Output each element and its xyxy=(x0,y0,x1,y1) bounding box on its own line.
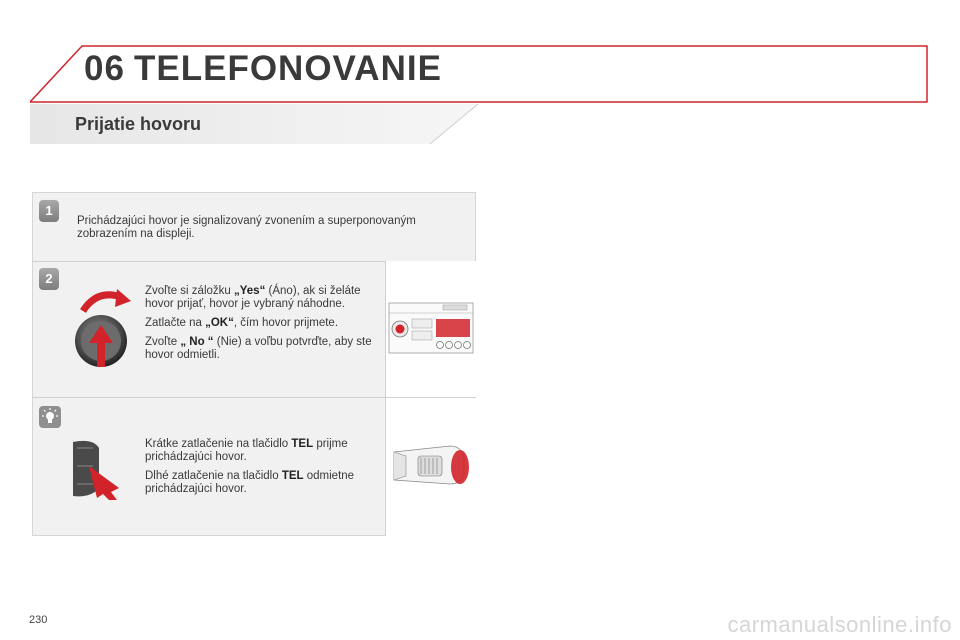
step-1-text: Prichádzajúci hovor je signalizovaný zvonením a superponovaným zobrazením na displeji. xyxy=(77,215,416,240)
section-header xyxy=(30,104,480,146)
step-badge: 1 xyxy=(39,200,59,222)
chapter-number: 06 xyxy=(84,49,125,88)
steering-wheel-control-icon xyxy=(69,436,133,500)
step-badge: 2 xyxy=(39,268,59,290)
section-title: Prijatie hovoru xyxy=(75,114,202,134)
steering-stalk-illustration xyxy=(390,434,474,494)
illustration-panel xyxy=(385,398,476,536)
lightbulb-icon xyxy=(39,406,61,428)
page-number: 230 xyxy=(29,614,48,626)
step-2-text: Zvoľte si záložku „Yes“ (Áno), ak si želáte hovor prijať, hovor je vybraný náhodne. Zatlačte na „OK“, čím hovor prijmete. Zvoľte „ No “ (Nie) a voľbu potvrďte, aby ste hovor odmietli. xyxy=(145,285,372,361)
step-3 xyxy=(33,398,475,536)
step-1 xyxy=(33,193,475,262)
chapter-header xyxy=(30,45,928,103)
step-2 xyxy=(33,261,475,398)
watermark: carmanualsonline.info xyxy=(727,612,952,637)
illustration-panel xyxy=(385,261,476,397)
steps-panel xyxy=(32,192,476,536)
chapter-title: TELEFONOVANIE xyxy=(134,49,442,88)
audio-unit-illustration xyxy=(388,301,474,355)
rotary-knob-icon xyxy=(69,287,135,373)
step-3-text: Krátke zatlačenie na tlačidlo TEL prijme prichádzajúci hovor. Dlhé zatlačenie na tlačidlo TEL odmietne prichádzajúci hovor. xyxy=(145,438,355,495)
